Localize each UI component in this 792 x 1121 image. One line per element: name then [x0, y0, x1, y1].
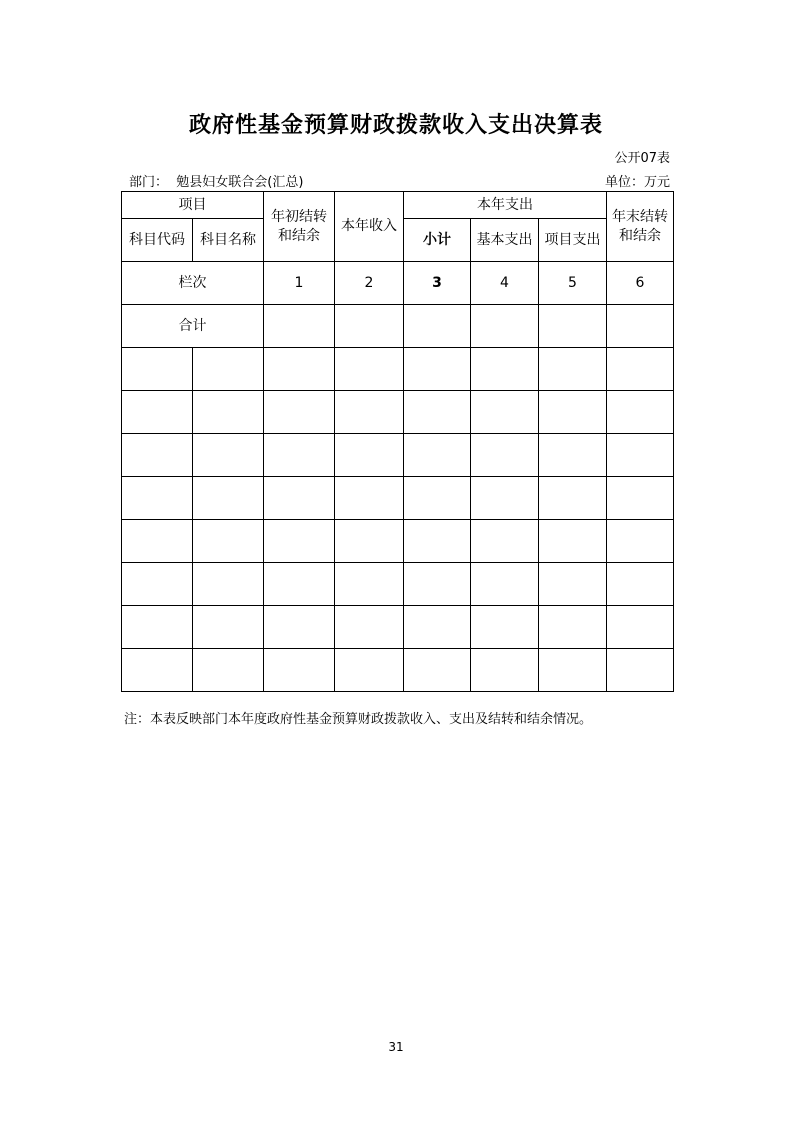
table-row — [122, 649, 674, 692]
table-cell — [471, 434, 539, 477]
table-cell — [404, 348, 471, 391]
table-cell — [607, 477, 674, 520]
table-row — [122, 348, 674, 391]
table-cell — [404, 649, 471, 692]
table-cell — [539, 348, 607, 391]
header-subject-code: 科目代码 — [122, 219, 193, 262]
table-cell — [539, 434, 607, 477]
table-cell — [607, 520, 674, 563]
table-cell — [264, 477, 335, 520]
table-cell — [404, 391, 471, 434]
table-cell — [193, 434, 264, 477]
header-subject-name: 科目名称 — [193, 219, 264, 262]
table-cell — [193, 348, 264, 391]
table-cell — [264, 391, 335, 434]
table-cell — [264, 606, 335, 649]
total-cell — [335, 305, 404, 348]
table-cell — [122, 434, 193, 477]
header-basic-expenditure: 基本支出 — [471, 219, 539, 262]
table-cell — [335, 563, 404, 606]
table-cell — [404, 477, 471, 520]
table-cell — [607, 434, 674, 477]
table-row — [122, 520, 674, 563]
table-cell — [471, 391, 539, 434]
table-cell — [607, 391, 674, 434]
department-label: 部门： 勉县妇女联合会(汇总) — [129, 175, 304, 190]
total-cell — [539, 305, 607, 348]
table-cell — [122, 348, 193, 391]
table-cell — [404, 606, 471, 649]
footnote: 注：本表反映部门本年度政府性基金预算财政拨款收入、支出及结转和结余情况。 — [124, 712, 593, 727]
total-label: 合计 — [122, 305, 264, 348]
table-row — [122, 606, 674, 649]
table-cell — [122, 606, 193, 649]
header-opening-balance: 年初结转 和结余 — [264, 192, 335, 262]
table-cell — [122, 477, 193, 520]
page-title: 政府性基金预算财政拨款收入支出决算表 — [188, 113, 603, 138]
column-number: 3 — [404, 262, 471, 305]
total-cell — [471, 305, 539, 348]
table-row — [122, 391, 674, 434]
table-cell — [122, 391, 193, 434]
table-cell — [193, 477, 264, 520]
table-cell — [607, 348, 674, 391]
table-cell — [264, 434, 335, 477]
table-cell — [335, 649, 404, 692]
table-row — [122, 563, 674, 606]
total-cell — [404, 305, 471, 348]
table-cell — [193, 391, 264, 434]
table-cell — [193, 606, 264, 649]
table-cell — [193, 563, 264, 606]
table-cell — [539, 391, 607, 434]
column-number: 5 — [539, 262, 607, 305]
table-cell — [264, 520, 335, 563]
header-income: 本年收入 — [335, 192, 404, 262]
table-cell — [607, 649, 674, 692]
unit-label: 单位：万元 — [604, 175, 670, 190]
table-cell — [539, 477, 607, 520]
form-code: 公开07表 — [614, 151, 670, 166]
table-cell — [539, 649, 607, 692]
table-cell — [335, 606, 404, 649]
table-row — [122, 477, 674, 520]
header-expenditure: 本年支出 — [404, 192, 607, 219]
table-cell — [471, 649, 539, 692]
table-cell — [471, 606, 539, 649]
table-cell — [471, 477, 539, 520]
column-number: 2 — [335, 262, 404, 305]
table-cell — [335, 434, 404, 477]
table-cell — [122, 563, 193, 606]
table-cell — [404, 434, 471, 477]
table-cell — [122, 649, 193, 692]
table-cell — [539, 563, 607, 606]
table-cell — [264, 348, 335, 391]
header-subtotal: 小计 — [404, 219, 471, 262]
table-cell — [471, 563, 539, 606]
table-cell — [607, 606, 674, 649]
table-cell — [539, 606, 607, 649]
table-cell — [264, 563, 335, 606]
table-cell — [193, 649, 264, 692]
header-closing-balance: 年末结转 和结余 — [607, 192, 674, 262]
total-cell — [264, 305, 335, 348]
column-number: 1 — [264, 262, 335, 305]
table-cell — [404, 520, 471, 563]
table-cell — [539, 520, 607, 563]
column-number: 6 — [607, 262, 674, 305]
row-index-label: 栏次 — [122, 262, 264, 305]
table-cell — [193, 520, 264, 563]
budget-table — [121, 191, 674, 692]
header-project-expenditure: 项目支出 — [539, 219, 607, 262]
table-cell — [335, 391, 404, 434]
table-cell — [335, 477, 404, 520]
column-number: 4 — [471, 262, 539, 305]
table-cell — [335, 348, 404, 391]
table-cell — [607, 563, 674, 606]
table-row — [122, 434, 674, 477]
table-cell — [404, 563, 471, 606]
table-cell — [264, 649, 335, 692]
header-item: 项目 — [122, 192, 264, 219]
table-cell — [122, 520, 193, 563]
table-cell — [471, 520, 539, 563]
page-number: 31 — [388, 1040, 404, 1054]
table-cell — [471, 348, 539, 391]
total-cell — [607, 305, 674, 348]
table-cell — [335, 520, 404, 563]
